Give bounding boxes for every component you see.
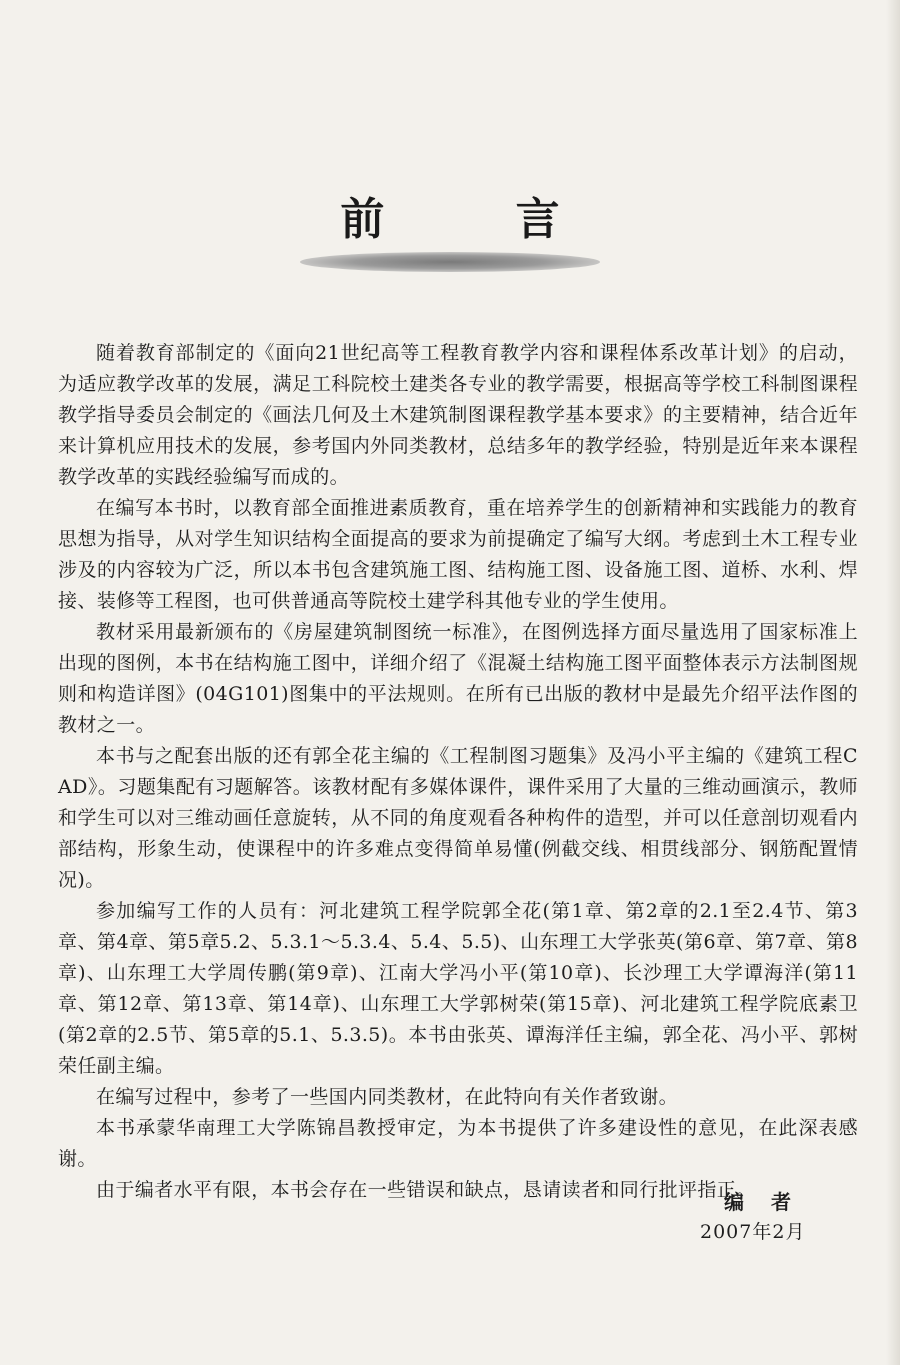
paragraph: 教材采用最新颁布的《房屋建筑制图统一标准》，在图例选择方面尽量选用了国家标准上出现的图例，本书在结构施工图中，详细介绍了《混凝土结构施工图平面整体表示方法制图规则和构造详图》(04G101)图集中的平法规则。在所有已出版的教材中是最先介绍平法作图的教材之一。 [58,621,858,736]
paragraph: 本书承蒙华南理工大学陈锦昌教授审定，为本书提供了许多建设性的意见，在此深表感谢。 [58,1117,858,1170]
paragraph: 由于编者水平有限，本书会存在一些错误和缺点，恳请读者和同行批评指正。 [96,1179,756,1201]
paragraph: 本书与之配套出版的还有郭全花主编的《工程制图习题集》及冯小平主编的《建筑工程CAD》。习题集配有习题解答。该教材配有多媒体课件，课件采用了大量的三维动画演示，教师和学生可以对三维动画任意旋转，从不同的角度观看各种构件的造型，并可以任意剖切观看内部结构，形象生动，使课程中的许多难点变得简单易懂(例截交线、相贯线部分、钢筋配置情况)。 [58,745,858,891]
paragraph: 随着教育部制定的《面向21世纪高等工程教育教学内容和课程体系改革计划》的启动，为适应教学改革的发展，满足工科院校土建类各专业的教学需要，根据高等学校工科制图课程教学指导委员会制定的《画法几何及土木建筑制图课程教学基本要求》的主要精神，结合近年来计算机应用技术的发展，参考国内外同类教材，总结多年的教学经验，特别是近年来本课程教学改革的实践经验编写而成的。 [58,342,858,488]
page-title: 前 言 [340,194,618,245]
author-signature: 编 者 [724,1190,801,1214]
preface-body [58,338,858,1206]
paragraph: 在编写本书时，以教育部全面推进素质教育，重在培养学生的创新精神和实践能力的教育思想为指导，从对学生知识结构全面提高的要求为前提确定了编写大纲。考虑到土木工程专业涉及的内容较为广泛，所以本书包含建筑施工图、结构施工图、设备施工图、道桥、水利、焊接、装修等工程图，也可供普通高等院校土建学科其他专业的学生使用。 [58,497,858,612]
scan-edge-shading [886,0,900,1365]
paragraph: 参加编写工作的人员有：河北建筑工程学院郭全花(第1章、第2章的2.1至2.4节、第3章、第4章、第5章5.2、5.3.1～5.3.4、5.4、5.5)、山东理工大学张英(第6章、第7章、第8章)、山东理工大学周传鹏(第9章)、江南大学冯小平(第10章)、长沙理工大学谭海洋(第11章、第12章、第13章、第14章)、山东理工大学郭树荣(第15章)、河北建筑工程学院底素卫(第2章的2.5节、第5章的5.1、5.3.5)。本书由张英、谭海洋任主编，郭全花、冯小平、郭树荣任副主编。 [58,900,858,1077]
signature-date: 2007年2月 [700,1221,806,1243]
paragraph: 在编写过程中，参考了一些国内同类教材，在此特向有关作者致谢。 [96,1086,679,1108]
title-underline-decoration [300,252,600,272]
